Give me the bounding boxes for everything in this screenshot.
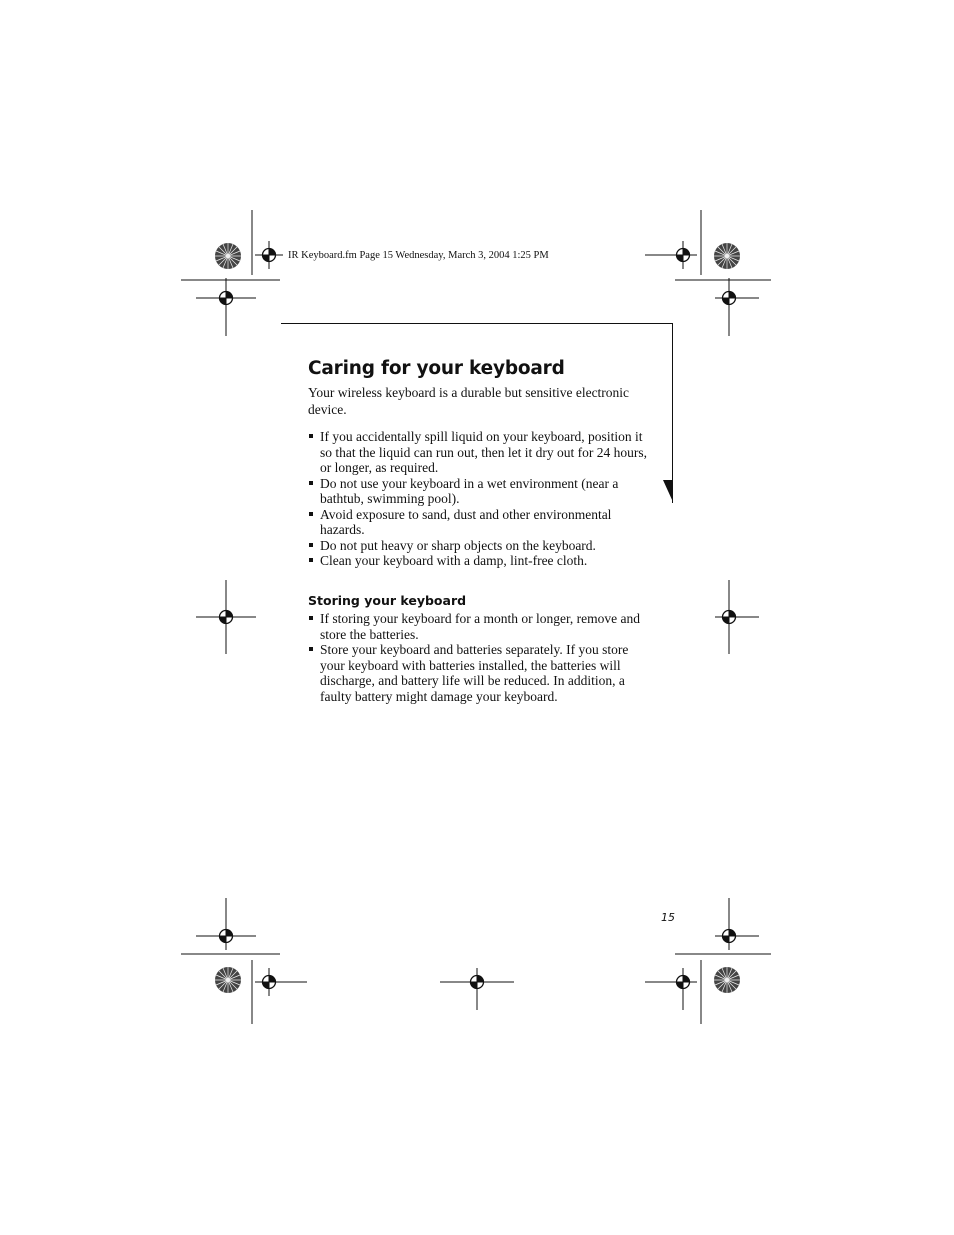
registration-mark [255, 241, 283, 269]
subsection-title: Storing your keyboard [308, 593, 467, 608]
list-item [308, 507, 648, 538]
storage-bullet-list [308, 611, 648, 704]
registration-mark [645, 241, 697, 269]
chapter-tab-marker [663, 480, 673, 502]
list-item [308, 642, 648, 704]
registration-mark [645, 968, 697, 1010]
list-item [308, 429, 648, 476]
bullet-square-icon [309, 434, 313, 438]
list-item-text: Clean your keyboard with a damp, lint-free cloth. [320, 553, 588, 568]
list-item [308, 476, 648, 507]
registration-mark [196, 580, 256, 654]
registration-mark [715, 278, 759, 336]
registration-mark [196, 898, 256, 950]
list-item [308, 538, 648, 554]
list-item [308, 553, 648, 569]
star-target-bottom-left [215, 967, 241, 993]
bullet-square-icon [309, 558, 313, 562]
header-rule [281, 323, 673, 324]
slug-line: IR Keyboard.fm Page 15 Wednesday, March 3, 2004 1:25 PM [288, 250, 549, 261]
list-item-text: Store your keyboard and batteries separately. If you store your keyboard with batteries installed, the batteries will discharge, and battery life will be reduced. In addition, a faulty battery might damage your keyboard. [320, 642, 629, 704]
bullet-square-icon [309, 616, 313, 620]
bullet-square-icon [309, 512, 313, 516]
star-target-top-right [714, 243, 740, 269]
registration-mark [196, 278, 256, 336]
bullet-square-icon [309, 647, 313, 651]
list-item-text: Avoid exposure to sand, dust and other environmental hazards. [320, 506, 612, 537]
page-number: 15 [661, 911, 675, 924]
registration-mark [255, 968, 307, 996]
list-item [308, 611, 648, 642]
bullet-square-icon [309, 481, 313, 485]
registration-mark [440, 968, 514, 1010]
registration-mark [715, 898, 759, 950]
care-bullet-list [308, 429, 648, 569]
star-target-top-left [215, 243, 241, 269]
intro-paragraph: Your wireless keyboard is a durable but sensitive electronic device. [308, 385, 630, 417]
list-item-text: If you accidentally spill liquid on your keyboard, position it so that the liquid can run out, then let it dry out for 24 hours, or longer, as required. [320, 429, 647, 475]
list-item-text: Do not use your keyboard in a wet environment (near a bathtub, swimming pool). [320, 475, 619, 506]
registration-mark [715, 580, 759, 654]
list-item-text: Do not put heavy or sharp objects on the keyboard. [320, 537, 596, 553]
margin-rule [672, 323, 673, 503]
star-target-bottom-right [714, 967, 740, 993]
list-item-text: If storing your keyboard for a month or longer, remove and store the batteries. [320, 611, 640, 642]
section-title: Caring for your keyboard [308, 358, 565, 379]
bullet-square-icon [309, 543, 313, 547]
